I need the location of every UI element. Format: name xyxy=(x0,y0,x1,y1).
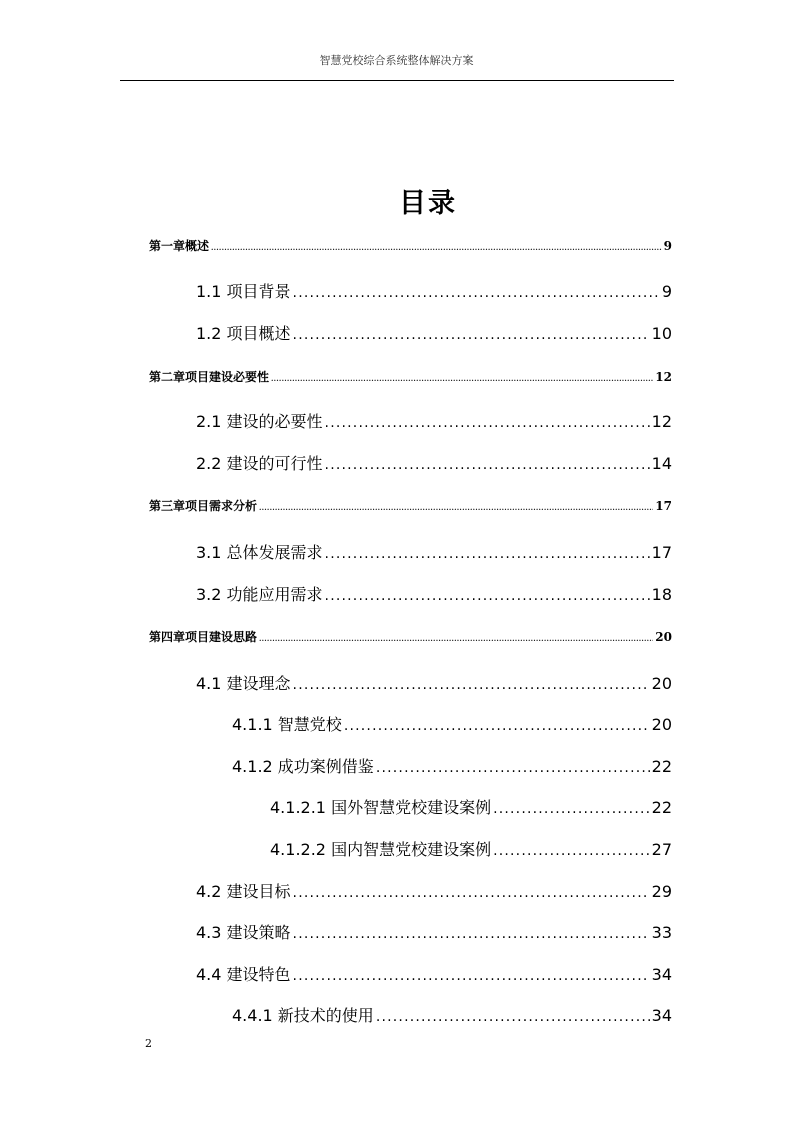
toc-entry-label: 4.1 建设理念 xyxy=(196,674,291,693)
toc-entry-4-4-1[interactable] xyxy=(232,1003,672,1026)
dot-leader xyxy=(259,503,653,512)
toc-entry-page: 27 xyxy=(651,840,672,859)
toc-entry-label: 第四章项目建设思路 xyxy=(149,630,258,644)
toc-entry-page: 33 xyxy=(651,923,672,942)
toc-entry-page: 34 xyxy=(651,965,672,984)
toc-entry-page: 14 xyxy=(651,454,672,473)
dot-leader xyxy=(211,243,662,252)
toc-entry-label: 4.1.2.1 国外智慧党校建设案例 xyxy=(270,798,492,817)
dot-leader xyxy=(493,801,650,817)
toc-entry-label: 4.4.1 新技术的使用 xyxy=(232,1006,374,1025)
toc-entry-page: 34 xyxy=(651,1006,672,1025)
dot-leader xyxy=(271,374,653,383)
toc-entry-label: 4.1.1 智慧党校 xyxy=(232,715,342,734)
toc-entry-page: 17 xyxy=(655,499,672,513)
toc-entry-page: 9 xyxy=(661,282,672,301)
toc-entry-3-1[interactable] xyxy=(196,540,672,563)
dot-leader xyxy=(293,285,660,301)
toc-entry-label: 2.2 建设的可行性 xyxy=(196,454,323,473)
toc-entry-page: 22 xyxy=(651,757,672,776)
toc-entry-4-1-1[interactable] xyxy=(232,712,672,735)
toc-entry-4-3[interactable] xyxy=(196,920,672,943)
toc-entry-label: 4.3 建设策略 xyxy=(196,923,291,942)
toc-entry-4-1[interactable] xyxy=(196,671,672,694)
toc-entry-2-1[interactable] xyxy=(196,409,672,432)
dot-leader xyxy=(293,327,650,343)
toc-entry-label: 3.1 总体发展需求 xyxy=(196,543,323,562)
toc-entry-page: 12 xyxy=(655,370,672,384)
toc-entry-1-2[interactable] xyxy=(196,321,672,344)
toc-entry-page: 17 xyxy=(651,543,672,562)
toc-entry-3-2[interactable] xyxy=(196,582,672,605)
toc-title: 目录 xyxy=(399,188,457,219)
toc-entry-label: 第三章项目需求分析 xyxy=(149,499,258,513)
toc-entry-4-2[interactable] xyxy=(196,879,672,902)
toc-entry-page: 20 xyxy=(651,715,672,734)
toc-entry-chapter-1[interactable] xyxy=(149,237,672,254)
toc-entry-4-1-2-2[interactable] xyxy=(270,837,672,860)
dot-leader xyxy=(493,843,650,859)
dot-leader xyxy=(325,415,650,431)
toc-entry-chapter-2[interactable] xyxy=(149,368,672,385)
toc-entry-label: 4.1.2 成功案例借鉴 xyxy=(232,757,374,776)
dot-leader xyxy=(325,546,650,562)
dot-leader xyxy=(293,677,650,693)
toc-entry-1-1[interactable] xyxy=(196,279,672,302)
running-header: 智慧党校综合系统整体解决方案 xyxy=(319,54,474,67)
dot-leader xyxy=(344,718,650,734)
toc-entry-label: 4.2 建设目标 xyxy=(196,882,291,901)
dot-leader xyxy=(293,885,650,901)
toc-entry-label: 4.1.2.2 国内智慧党校建设案例 xyxy=(270,840,492,859)
toc-entry-4-4[interactable] xyxy=(196,962,672,985)
dot-leader xyxy=(376,760,650,776)
toc-entry-chapter-4[interactable] xyxy=(149,628,672,645)
toc-entry-page: 29 xyxy=(651,882,672,901)
dot-leader xyxy=(293,926,650,942)
toc-entry-label: 1.1 项目背景 xyxy=(196,282,291,301)
toc-entry-label: 4.4 建设特色 xyxy=(196,965,291,984)
toc-entry-label: 3.2 功能应用需求 xyxy=(196,585,323,604)
toc-entry-label: 第一章概述 xyxy=(149,239,210,253)
toc-entry-2-2[interactable] xyxy=(196,451,672,474)
dot-leader xyxy=(325,457,650,473)
toc-entry-label: 2.1 建设的必要性 xyxy=(196,412,323,431)
toc-entry-page: 20 xyxy=(651,674,672,693)
dot-leader xyxy=(325,588,650,604)
toc-entry-label: 第二章项目建设必要性 xyxy=(149,370,270,384)
dot-leader xyxy=(259,634,653,643)
toc-entry-4-1-2[interactable] xyxy=(232,754,672,777)
toc-entry-page: 12 xyxy=(651,412,672,431)
toc-entry-chapter-3[interactable] xyxy=(149,497,672,514)
dot-leader xyxy=(376,1009,650,1025)
toc-entry-label: 1.2 项目概述 xyxy=(196,324,291,343)
toc-entry-page: 20 xyxy=(655,630,672,644)
toc-entry-page: 18 xyxy=(651,585,672,604)
toc-entry-4-1-2-1[interactable] xyxy=(270,795,672,818)
dot-leader xyxy=(293,968,650,984)
page-number: 2 xyxy=(145,1037,152,1050)
toc-entry-page: 22 xyxy=(651,798,672,817)
toc-entry-page: 10 xyxy=(651,324,672,343)
toc-entry-page: 9 xyxy=(663,239,672,253)
